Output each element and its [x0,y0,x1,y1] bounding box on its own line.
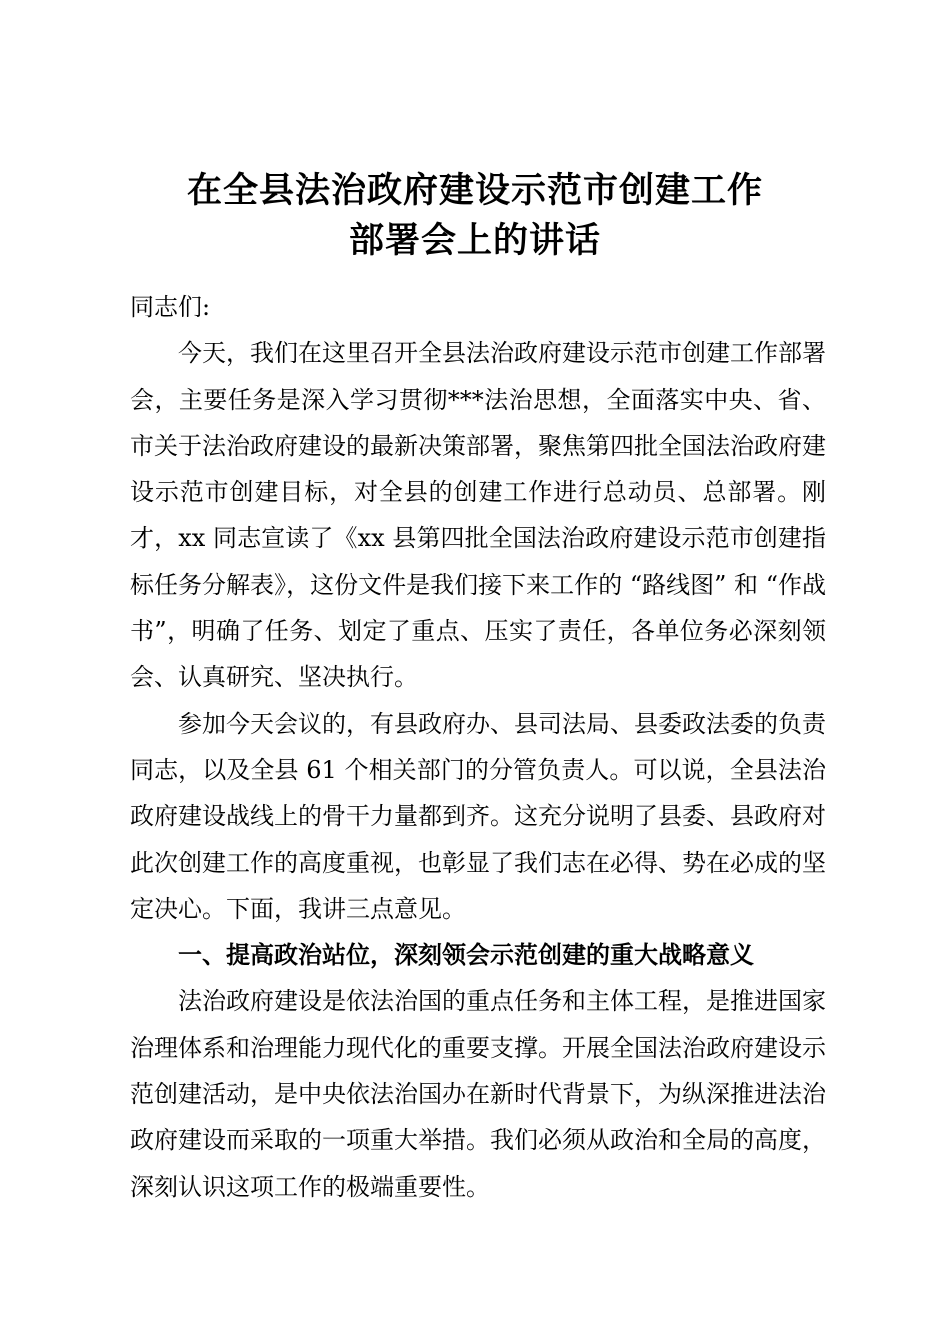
document-body [130,284,826,1210]
body-paragraph: 参加今天会议的，有县政府办、县司法局、县委政法委的负责同志，以及全县 61 个相关部门的分管负责人。可以说，全县法治政府建设战线上的骨干力量都到齐。这充分说明了县委、县政府对此次创建工作的高度重视，也彰显了我们志在必得、势在必成的坚定决心。下面，我讲三点意见。 [130,709,826,923]
document-title-line1: 在全县法治政府建设示范市创建工作 [186,170,763,211]
document-title-line2: 部署会上的讲话 [348,220,601,261]
salutation: 同志们: [130,293,211,321]
section-paragraph: 法治政府建设是依法治国的重点任务和主体工程，是推进国家治理体系和治理能力现代化的重要支撑。开展全国法治政府建设示范创建活动，是中央依法治国办在新时代背景下，为纵深推进法治政府建设而采取的一项重大举措。我们必须从政治和全局的高度，深刻认识这项工作的极端重要性。 [130,987,826,1201]
body-paragraph: 今天，我们在这里召开全县法治政府建设示范市创建工作部署会，主要任务是深入学习贯彻***法治思想，全面落实中央、省、市关于法治政府建设的最新决策部署，聚焦第四批全国法治政府建设示范市创建目标，对全县的创建工作进行总动员、总部署。刚才，xx 同志宣读了《xx 县第四批全国法治政府建设示范市创建指标任务分解表》，这份文件是我们接下来工作的 “路线图” 和 “作战书”，明确了任务、划定了重点、压实了责任，各单位务必深刻领会、认真研究、坚决执行。 [130,339,826,692]
section-heading: 一、提高政治站位，深刻领会示范创建的重大战略意义 [178,940,754,970]
